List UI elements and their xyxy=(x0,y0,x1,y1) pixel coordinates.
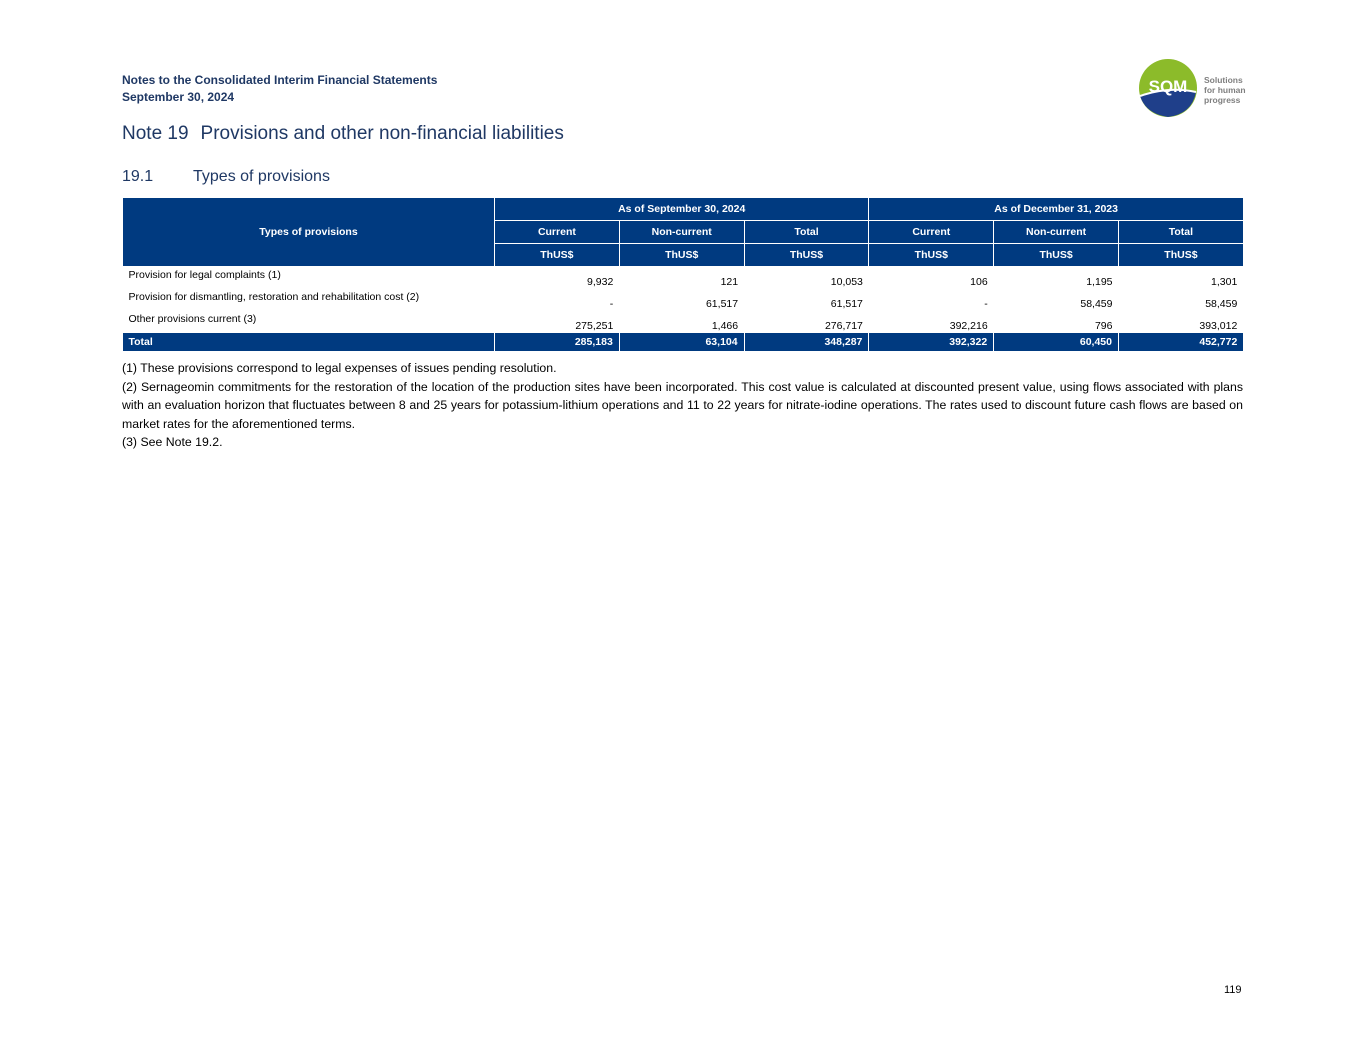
column-header: Current xyxy=(495,221,620,244)
page-number: 119 xyxy=(1224,984,1242,996)
cell-value: 121 xyxy=(720,276,739,288)
column-header: Total xyxy=(744,221,869,244)
footnote-1: (1) These provisions correspond to legal expenses of issues pending resolution. xyxy=(122,361,557,375)
logo-tagline-2: for human xyxy=(1204,85,1246,95)
header-date: September 30, 2024 xyxy=(122,90,235,104)
cell-value: 61,517 xyxy=(705,298,739,310)
row-label: Provision for legal complaints (1) xyxy=(128,269,281,281)
cell-value: 276,717 xyxy=(824,320,863,332)
logo-tagline xyxy=(1204,75,1246,105)
column-header: Non-current xyxy=(619,221,744,244)
cell-value: 1,301 xyxy=(1211,276,1238,288)
column-header: Total xyxy=(1119,221,1244,244)
footnotes xyxy=(122,359,1243,452)
column-header: Current xyxy=(869,221,994,244)
table-row xyxy=(123,267,1244,290)
note-number: Note 19 xyxy=(122,123,189,144)
footnote-3: (3) See Note 19.2. xyxy=(122,435,223,450)
logo-tagline-1: Solutions xyxy=(1204,75,1243,85)
table-row xyxy=(123,289,1244,311)
cell-value: - xyxy=(609,298,614,310)
provisions-table xyxy=(122,197,1244,351)
unit-header: ThUS$ xyxy=(869,244,994,267)
row-header: Types of provisions xyxy=(123,198,495,267)
document-header xyxy=(122,72,437,106)
cell-value: 275,251 xyxy=(575,320,614,332)
unit-header: ThUS$ xyxy=(1119,244,1244,267)
total-row xyxy=(123,333,1244,351)
note-heading: Provisions and other non-financial liabilities xyxy=(200,123,564,144)
section-heading: Types of provisions xyxy=(193,168,330,185)
column-header: Non-current xyxy=(994,221,1119,244)
cell-value: 1,195 xyxy=(1086,276,1113,288)
footnote-2: (2) Sernageomin commitments for the restoration of the location of the production sites have been incorporated. This cost value is calculated at discounted present value, using flows associated with plans with an evaluation horizon that fluctuates between 8 and 25 years for potassium-lithium operations and 11 to 22 years for nitrate-iodine operations. The rates used to discount future cash flows are based on market rates for the aforementioned terms. xyxy=(122,379,1243,431)
logo-brand: SQM xyxy=(1148,77,1188,96)
logo-tagline-3: progress xyxy=(1204,95,1241,105)
total-value: 285,183 xyxy=(495,333,620,351)
cell-value: 393,012 xyxy=(1199,320,1238,332)
unit-header: ThUS$ xyxy=(994,244,1119,267)
total-value: 63,104 xyxy=(619,333,744,351)
row-label: Provision for dismantling, restoration and rehabilitation cost (2) xyxy=(128,291,420,303)
cell-value: 58,459 xyxy=(1205,298,1238,310)
cell-value: 1,466 xyxy=(711,320,739,332)
section-number: 19.1 xyxy=(122,168,154,185)
cell-value: 61,517 xyxy=(830,298,863,310)
cell-value: 10,053 xyxy=(830,276,863,288)
total-label: Total xyxy=(123,333,495,351)
section-title xyxy=(122,168,330,186)
cell-value: 106 xyxy=(970,276,988,288)
total-value: 452,772 xyxy=(1119,333,1244,351)
unit-header: ThUS$ xyxy=(495,244,620,267)
note-title xyxy=(122,123,564,145)
total-value: 60,450 xyxy=(994,333,1119,351)
header-title: Notes to the Consolidated Interim Financial Statements xyxy=(122,73,438,87)
cell-value: - xyxy=(984,298,988,310)
total-value: 348,287 xyxy=(744,333,869,351)
unit-header: ThUS$ xyxy=(744,244,869,267)
cell-value: 392,216 xyxy=(949,320,988,332)
table-row xyxy=(123,311,1244,333)
unit-header: ThUS$ xyxy=(619,244,744,267)
total-value: 392,322 xyxy=(869,333,994,351)
cell-value: 9,932 xyxy=(587,276,614,288)
row-label: Other provisions current (3) xyxy=(128,313,257,325)
cell-value: 58,459 xyxy=(1080,298,1113,310)
period-header-2023: As of December 31, 2023 xyxy=(869,198,1243,221)
cell-value: 796 xyxy=(1094,320,1113,332)
period-header-2024: As of September 30, 2024 xyxy=(495,198,869,221)
